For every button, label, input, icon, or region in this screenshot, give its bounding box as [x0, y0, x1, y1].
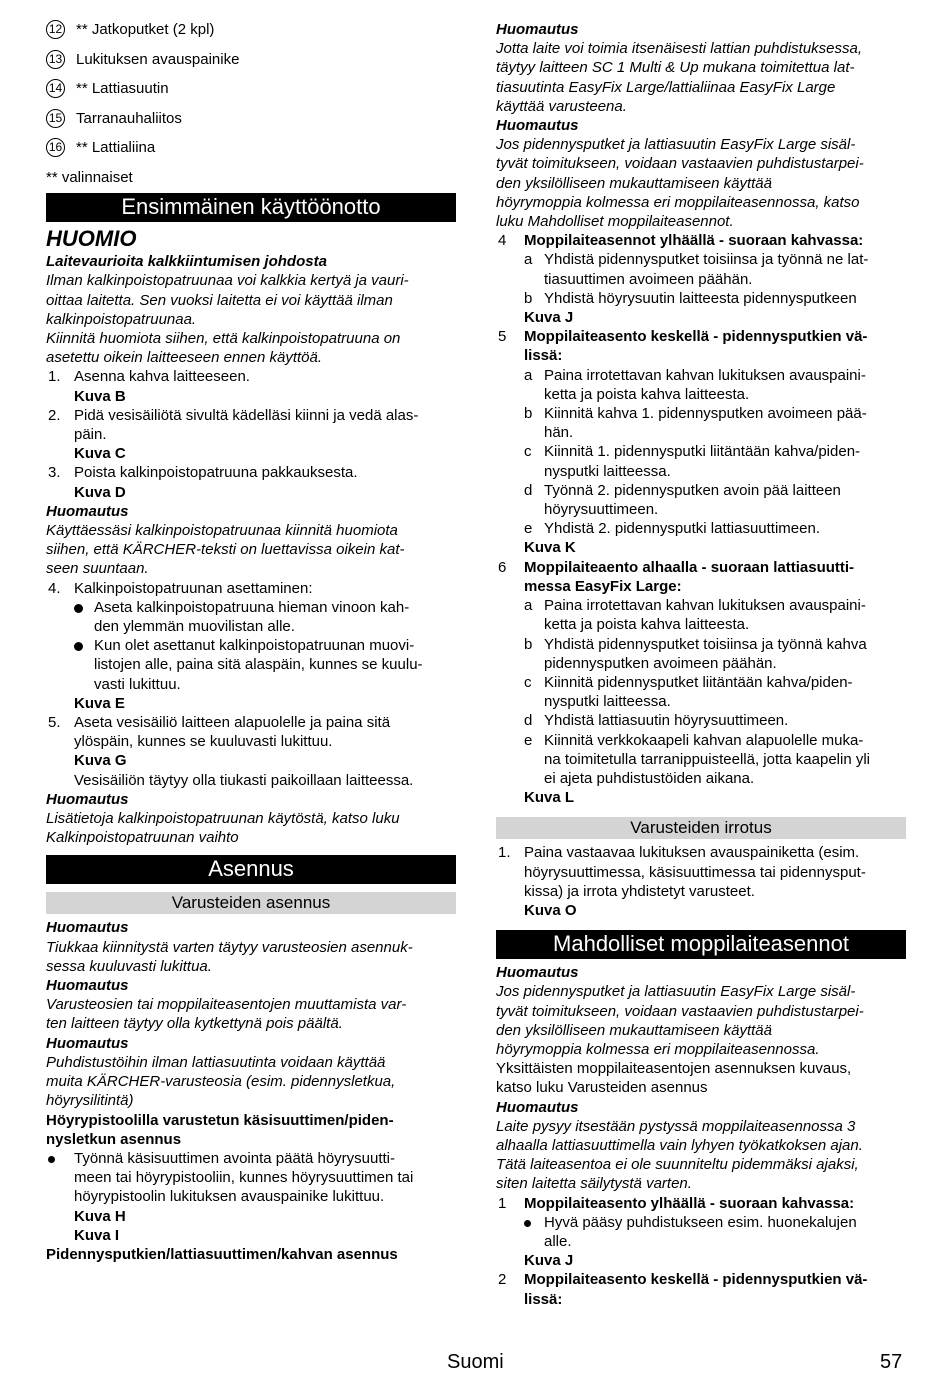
substep-letter: d [524, 712, 533, 730]
left-column [46, 20, 456, 1264]
text-line: Moppilaiteaento alhaalla - suoraan lattiasuutti- [524, 558, 855, 576]
number-circle: 14 [46, 79, 65, 98]
text-line: listojen alle, paina sitä alaspäin, kunnes se kuulu- [94, 656, 423, 674]
step-number: 2 [498, 1271, 507, 1289]
step-item [496, 1270, 906, 1308]
bullet-icon [48, 1156, 55, 1163]
text-line: vasti lukittuu. [94, 675, 181, 693]
step-number: 5 [498, 328, 507, 346]
bullet-icon [74, 642, 83, 651]
step-number: 5. [48, 714, 61, 732]
text-line: höyrymoppia kolmessa eri moppilaiteasennossa. [496, 1040, 820, 1058]
figure-ref: Kuva O [524, 901, 577, 919]
text-line: nysletkun asennus [46, 1130, 182, 1148]
right-column [496, 20, 906, 1309]
substep-letter: d [524, 481, 533, 499]
step-item [46, 579, 456, 598]
bullet-item [46, 598, 456, 636]
text-line: Käyttäessäsi kalkinpoistopatruunaa kiinnitä huomiota [46, 522, 398, 540]
step-heading [524, 1271, 867, 1307]
text-line: nysputki laitteessa. [544, 693, 671, 711]
step-number: 4 [498, 232, 507, 250]
text-line: kalkinpoistopatruunaa. [46, 310, 197, 328]
note-heading: Huomautus [496, 117, 579, 135]
legend-text: ** Lattialiina [76, 139, 156, 157]
text-line: Aseta kalkinpoistopatruuna hieman vinoon kah- [94, 598, 410, 616]
text-line: siten laitetta säilytystä varten. [496, 1175, 692, 1193]
text-line: muita KÄRCHER-varusteosia (esim. pidennysletkua, [46, 1073, 396, 1091]
text-line: tiasuutinta EasyFix Large/lattialiinaa EasyFix Large [496, 78, 836, 96]
note-heading: Huomautus [46, 919, 129, 937]
note-text [496, 1117, 906, 1194]
text-line: Jos pidennysputket ja lattiasuutin EasyFix Large sisäl- [496, 983, 856, 1001]
text-line: tyvät toimitukseen, voidaan vastaavien puhdistustarpei- [496, 1002, 864, 1020]
text-line: Moppilaiteasento keskellä - pidennysputkien vä- [524, 328, 868, 346]
note-text [46, 809, 456, 847]
substep-item [496, 519, 906, 538]
text-line: Puhdistustöihin ilman lattiasuutinta voidaan käyttää [46, 1053, 386, 1071]
step-item [496, 231, 906, 250]
text-line: siihen, että KÄRCHER-teksti on luettavissa oikein kat- [46, 541, 405, 559]
step-item [496, 843, 906, 901]
step-heading [524, 328, 867, 364]
note-text [496, 135, 906, 231]
step-item [496, 558, 906, 596]
text-line: tyvät toimitukseen, voidaan vastaavien puhdistustarpei- [496, 155, 864, 173]
footer-language: Suomi [447, 1351, 504, 1373]
text-line: Yhdistä lattiasuutin höyrysuuttimeen. [544, 712, 789, 730]
text-line: oittaa laitetta. Sen vuoksi laitetta ei voi käyttää ilman [46, 291, 393, 309]
step-item [496, 327, 906, 365]
legend-item [46, 20, 456, 39]
text-line: tiasuuttimen avoimeen päähän. [544, 270, 753, 288]
text-line: messa EasyFix Large: [524, 577, 682, 595]
substep-letter: b [524, 289, 533, 307]
section-title-first-use: Ensimmäinen käyttöönotto [46, 193, 456, 222]
bullet-icon [524, 1220, 531, 1227]
text-line: Työnnä käsisuuttimen avointa päätä höyrysuutti- [74, 1149, 396, 1167]
note-heading: Huomautus [46, 1034, 129, 1052]
text-line: nysputki laitteessa. [544, 462, 671, 480]
number-circle: 16 [46, 138, 65, 157]
text-line: Yhdistä pidennysputket toisiinsa ja työnnä kahva [544, 635, 867, 653]
section-title-installation: Asennus [46, 855, 456, 884]
step-heading [524, 232, 863, 249]
page-number: 57 [880, 1351, 903, 1373]
text-line: Lisätietoja kalkinpoistopatruunan käytöstä, katso luku [46, 810, 400, 828]
bullet-item [46, 1149, 456, 1207]
text-line: ylöspäin, kunnes se kuuluvasti lukittuu. [74, 733, 333, 751]
text-line: höyrysilitintä) [46, 1092, 134, 1110]
note-text [496, 39, 906, 116]
step-number: 4. [48, 579, 61, 597]
number-circle: 13 [46, 50, 65, 69]
substep-item [496, 289, 906, 308]
substep-item [496, 250, 906, 288]
substep-letter: e [524, 520, 533, 538]
bullet-icon [74, 604, 83, 613]
step-number: 1 [498, 1194, 507, 1212]
figure-ref: Kuva E [74, 694, 125, 712]
legend-item [46, 79, 456, 98]
text-line: seen suuntaan. [46, 560, 149, 578]
subheading: Pidennysputkien/lattiasuuttimen/kahvan asennus [46, 1245, 398, 1263]
text-line: höyrysuuttimeen. [544, 501, 659, 519]
text-line: Työnnä 2. pidennysputken avoin pää laitteen [544, 481, 841, 499]
text-line: täytyy laitteen SC 1 Multi & Up mukana toimitettua lat- [496, 59, 855, 77]
text-line: Paina irrotettavan kahvan lukituksen avauspaini- [544, 366, 866, 384]
figure-ref: Kuva D [74, 483, 126, 501]
step-item [46, 713, 456, 751]
text-line: asetettu oikein laitteeseen ennen käyttöä. [46, 349, 323, 367]
text-line: Jotta laite voi toimia itsenäisesti lattian puhdistuksessa, [496, 40, 863, 58]
text-line: Kiinnitä verkkokaapeli kahvan alapuolelle muka- [544, 731, 864, 749]
substep-item [496, 404, 906, 442]
note-heading: Huomautus [46, 502, 129, 520]
substep-item [496, 481, 906, 519]
substep-letter: a [524, 366, 533, 384]
text-line: den yksilölliseen mukauttamiseen käyttää [496, 174, 772, 192]
note-text [46, 938, 456, 976]
step-text: Kalkinpoistopatruunan asettaminen: [74, 579, 313, 597]
note-heading: Huomautus [496, 1098, 579, 1116]
step-heading: Moppilaiteasento ylhäällä - suoraan kahvassa: [524, 1194, 855, 1212]
substep-item [496, 731, 906, 789]
text-line: Laite pysyy itsestään pystyssä moppilaiteasennossa 3 [496, 1117, 856, 1135]
note-text [46, 1053, 456, 1111]
text-line: höyrymoppia kolmessa eri moppilaiteasennossa, katso [496, 193, 860, 211]
text-line: Kiinnitä pidennysputket liitäntään kahva/piden- [544, 673, 853, 691]
text-line: Paina irrotettavan kahvan lukituksen avauspaini- [544, 597, 866, 615]
text-line: Hyvä pääsy puhdistukseen esim. huonekalujen [544, 1213, 857, 1231]
note-heading: Huomautus [496, 964, 579, 982]
substep-letter: c [524, 673, 532, 691]
legend-text: ** Lattiasuutin [76, 80, 169, 98]
note-text [496, 982, 906, 1097]
note-heading: Huomautus [46, 790, 129, 808]
text-line: Yhdistä höyrysuutin laitteesta pidennysputkeen [544, 289, 857, 307]
text-line: meen tai höyrypistooliin, kunnes höyrysuuttimen tai [74, 1169, 414, 1187]
figure-ref: Kuva I [74, 1226, 120, 1244]
text-line: Kiinnitä huomiota siihen, että kalkinpoistopatruuna on [46, 329, 401, 347]
step-number: 6 [498, 558, 507, 576]
step-item [496, 1194, 906, 1213]
text-line: den ylemmän muovilistan alle. [94, 618, 295, 636]
step-item [46, 406, 456, 444]
step-number: 2. [48, 406, 61, 424]
legend-text: Tarranauhaliitos [76, 109, 182, 127]
text-line: Moppilaiteasennot ylhäällä - suoraan kahvassa: [524, 232, 864, 250]
text-line: den yksilölliseen mukauttamiseen käyttää [496, 1021, 772, 1039]
subsection-title-removal: Varusteiden irrotus [496, 817, 906, 839]
step-number: 1. [498, 844, 511, 862]
text-line: Poista kalkinpoistopatruuna pakkauksesta. [74, 464, 358, 482]
figure-ref: Kuva K [524, 539, 576, 557]
step-item [46, 463, 456, 482]
step-number: 3. [48, 464, 61, 482]
figure-ref: Kuva L [524, 789, 575, 807]
substep-item [496, 442, 906, 480]
step-item [46, 367, 456, 386]
figure-ref: Kuva B [74, 387, 126, 405]
substep-item [496, 366, 906, 404]
text-line: Jos pidennysputket ja lattiasuutin EasyFix Large sisäl- [496, 136, 856, 154]
warning-text [46, 271, 456, 367]
legend-text: Lukituksen avauspainike [76, 50, 240, 68]
text-line: lissä: [524, 347, 563, 365]
legend-item [46, 138, 456, 157]
text-line: Paina vastaavaa lukituksen avauspainiketta (esim. [524, 844, 860, 862]
text-line: lissä: [524, 1290, 563, 1308]
text-line: Pidä vesisäiliötä sivultä kädelläsi kiinni ja vedä alas- [74, 406, 419, 424]
figure-ref: Kuva H [74, 1207, 126, 1225]
warning-title: HUOMIO [46, 226, 137, 252]
note-heading: Huomautus [496, 21, 579, 38]
substep-item [496, 711, 906, 730]
substep-item [496, 635, 906, 673]
bullet-item [496, 1213, 906, 1251]
legend-item [46, 50, 456, 69]
text-line: Kiinnitä 1. pidennysputki liitäntään kahva/piden- [544, 443, 861, 461]
substep-letter: b [524, 635, 533, 653]
text-line: Varusteosien tai moppilaiteasentojen muuttamista var- [46, 996, 407, 1014]
text-line: höyrypistoolin lukituksen avauspainike lukittuu. [74, 1188, 385, 1206]
text-line: kissa) ja irrota yhdistetyt varusteet. [524, 882, 755, 900]
text-line: Kalkinpoistopatruunan vaihto [46, 829, 239, 847]
text-line: katso luku Varusteiden asennus [496, 1079, 708, 1097]
substep-letter: b [524, 405, 533, 423]
figure-ref: Kuva J [524, 1252, 574, 1270]
text-line: hän. [544, 424, 574, 442]
step-extra: Vesisäiliön täytyy olla tiukasti paikoillaan laitteessa. [74, 771, 414, 789]
figure-ref: Kuva C [74, 445, 126, 463]
substep-item [496, 596, 906, 634]
text-line: Höyrypistoolilla varustetun käsisuuttimen/piden- [46, 1111, 394, 1129]
text-line: ketta ja poista kahva laitteesta. [544, 385, 750, 403]
legend-item [46, 109, 456, 128]
text-line: Kiinnitä kahva 1. pidennysputken avoimeen pää- [544, 405, 867, 423]
text-line: ketta ja poista kahva laitteesta. [544, 616, 750, 634]
text-line: käyttää varusteena. [496, 97, 627, 115]
note-text [46, 995, 456, 1033]
figure-ref: Kuva J [524, 309, 574, 327]
figure-ref: Kuva G [74, 752, 127, 770]
text-line: Asenna kahva laitteeseen. [74, 368, 250, 386]
text-line: alle. [544, 1232, 572, 1250]
text-line: Yksittäisten moppilaiteasentojen asennuksen kuvaus, [496, 1060, 852, 1078]
text-line: höyrysuuttimessa, käsisuuttimessa tai pidennysput- [524, 863, 866, 881]
text-line: sessa kuuluvasti lukittua. [46, 957, 212, 975]
text-line: ten laitteen täytyy olla kytkettynä pois päältä. [46, 1015, 343, 1033]
substep-letter: a [524, 251, 533, 269]
bullet-item [46, 636, 456, 694]
text-line: Tiukkaa kiinnitystä varten täytyy varusteosien asennuk- [46, 938, 413, 956]
step-number: 1. [48, 368, 61, 386]
text-line: Moppilaiteasento keskellä - pidennysputkien vä- [524, 1271, 868, 1289]
text-line: Kun olet asettanut kalkinpoistopatruunan muovi- [94, 637, 415, 655]
text-line: Tätä laiteasentoa ei ole suunniteltu pidemmäksi ajaksi, [496, 1156, 859, 1174]
section-title-mop-positions: Mahdolliset moppilaiteasennot [496, 930, 906, 959]
optional-note: ** valinnaiset [46, 168, 133, 186]
text-line: ei ajeta puhdistustöiden aikana. [544, 769, 755, 787]
text-line: pidennysputken avoimeen päähän. [544, 654, 777, 672]
subsection-title: Varusteiden asennus [46, 892, 456, 914]
number-circle: 12 [46, 20, 65, 39]
text-line: na toimitetulla tarranippuisteellä, jotta kaapelin yli [544, 750, 871, 768]
text-line: päin. [74, 426, 107, 443]
number-circle: 15 [46, 109, 65, 128]
warning-heading: Laitevaurioita kalkkiintumisen johdosta [46, 253, 327, 271]
note-text [46, 521, 456, 579]
text-line: Yhdistä pidennysputket toisiinsa ja työnnä ne lat- [544, 251, 869, 269]
substep-letter: c [524, 443, 532, 461]
substep-letter: e [524, 731, 533, 749]
substep-letter: a [524, 597, 533, 615]
subheading [46, 1111, 456, 1149]
text-line: Aseta vesisäiliö laitteen alapuolelle ja paina sitä [74, 714, 391, 732]
step-heading [524, 559, 854, 595]
note-heading: Huomautus [46, 977, 129, 995]
text-line: luku Mahdolliset moppilaiteasennot. [496, 213, 734, 231]
text-line: Ilman kalkinpoistopatruunaa voi kalkkia kertyä ja vauri- [46, 272, 409, 290]
text-line: alhaalla lattiasuuttimella vain lyhyen työkatkoksen ajan. [496, 1136, 863, 1154]
legend-text: ** Jatkoputket (2 kpl) [76, 21, 215, 38]
text-line: Yhdistä 2. pidennysputki lattiasuuttimeen. [544, 520, 820, 538]
substep-item [496, 673, 906, 711]
